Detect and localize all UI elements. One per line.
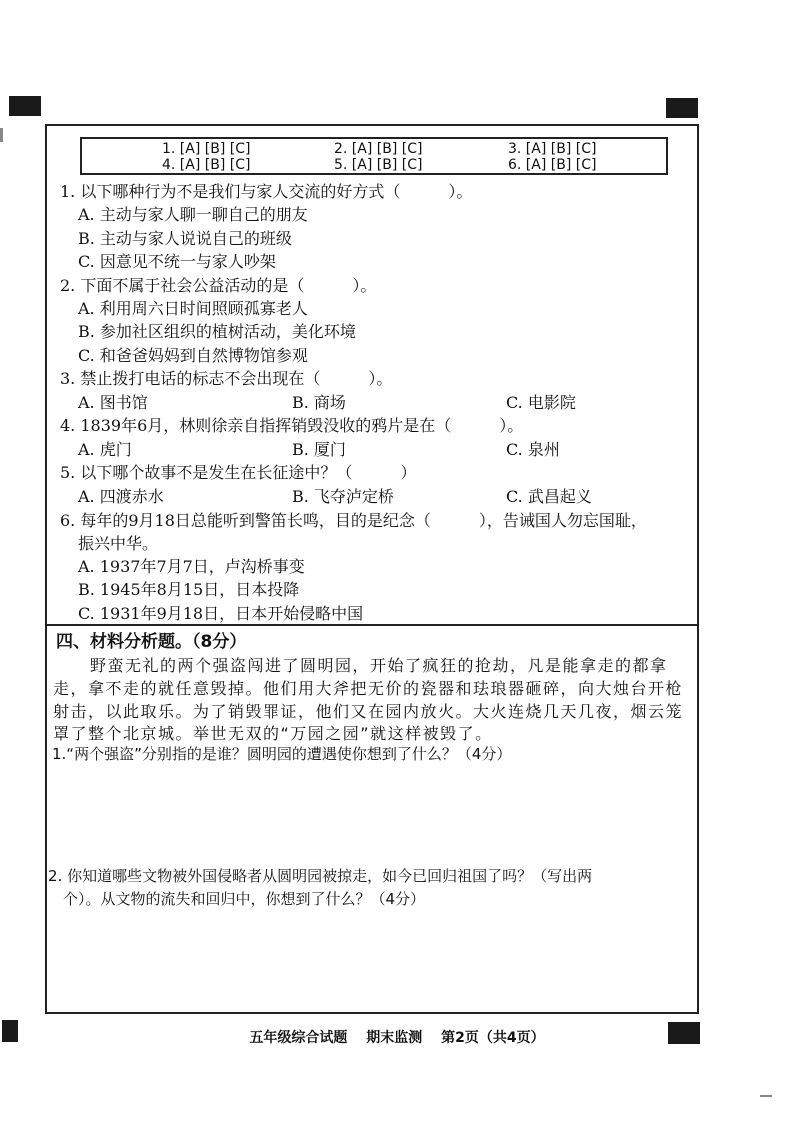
passage-line: 野蛮无礼的两个强盗闯进了圆明园，开始了疯狂的抢劫，凡是能拿走的都拿 (90, 656, 668, 675)
answer-cell: 5. [A] [B] [C] (334, 157, 423, 173)
passage-line: 罩了整个北京城。举世无双的“万园之园”就这样被毁了。 (53, 724, 493, 743)
question-option: C. 1931年9月18日，日本开始侵略中国 (78, 604, 364, 623)
analysis-question-1: 1.“两个强盗”分别指的是谁？圆明园的遭遇使你想到了什么？（4分） (52, 745, 512, 763)
answer-cell: 3. [A] [B] [C] (508, 141, 597, 157)
question-option: B. 1945年8月15日，日本投降 (78, 580, 300, 599)
question-option: C. 泉州 (506, 440, 560, 459)
question-option: A. 图书馆 (78, 393, 148, 412)
question-option: C. 电影院 (506, 393, 576, 412)
registration-mark-top-left (9, 96, 41, 116)
question-option: A. 利用周六日时间照顾孤寡老人 (78, 299, 308, 318)
scan-speck (0, 128, 3, 142)
question-option: C. 和爸爸妈妈到自然博物馆参观 (78, 346, 308, 365)
question-option: C. 因意见不统一与家人吵架 (78, 252, 276, 271)
section-divider (45, 624, 699, 626)
analysis-question-2: 2. 你知道哪些文物被外国侵略者从圆明园被掠走，如今已回归祖国了吗？（写出两 (48, 867, 593, 885)
question-option: B. 飞夺泸定桥 (292, 487, 394, 506)
question-option: B. 厦门 (292, 440, 346, 459)
answer-cell: 1. [A] [B] [C] (162, 141, 251, 157)
question-option: B. 参加社区组织的植树活动，美化环境 (78, 322, 356, 341)
question-stem: 1. 以下哪种行为不是我们与家人交流的好方式（ ）。 (60, 182, 473, 201)
question-stem: 2. 下面不属于社会公益活动的是（ ）。 (60, 276, 377, 295)
question-option: C. 武昌起义 (506, 487, 592, 506)
question-stem-continued: 振兴中华。 (78, 534, 159, 553)
section-title: 四、材料分析题。（8分） (56, 632, 247, 652)
answer-cell: 4. [A] [B] [C] (162, 157, 251, 173)
question-option: A. 四渡赤水 (78, 487, 164, 506)
question-stem: 6. 每年的9月18日总能听到警笛长鸣，目的是纪念（ ），告诫国人勿忘国耻， (60, 511, 647, 530)
answer-cell: 6. [A] [B] [C] (508, 157, 597, 173)
scan-speck (760, 1095, 772, 1097)
registration-mark-top-right (666, 98, 698, 118)
analysis-question-2-continued: 个）。从文物的流失和回归中，你想到了什么？（4分） (63, 890, 426, 908)
question-option: A. 主动与家人聊一聊自己的朋友 (78, 205, 308, 224)
question-stem: 4. 1839年6月，林则徐亲自指挥销毁没收的鸦片是在（ ）。 (60, 416, 524, 435)
answer-grid (80, 137, 668, 175)
question-stem: 3. 禁止拨打电话的标志不会出现在（ ）。 (60, 369, 393, 388)
passage-line: 走，拿不走的就任意毁掉。他们用大斧把无价的瓷器和珐琅器砸碎，向大烛台开枪 (53, 679, 684, 698)
question-option: B. 主动与家人说说自己的班级 (78, 229, 292, 248)
question-option: A. 虎门 (78, 440, 132, 459)
passage-line: 射击，以此取乐。为了销毁罪证，他们又在园内放火。大火连烧几天几夜，烟云笼 (53, 702, 684, 721)
question-option: A. 1937年7月7日，卢沟桥事变 (78, 557, 305, 576)
page-footer: 五年级综合试题 期末监测 第2页（共4页） (249, 1030, 545, 1046)
answer-cell: 2. [A] [B] [C] (334, 141, 423, 157)
question-stem: 5. 以下哪个故事不是发生在长征途中？（ ） (60, 463, 417, 482)
question-option: B. 商场 (292, 393, 346, 412)
